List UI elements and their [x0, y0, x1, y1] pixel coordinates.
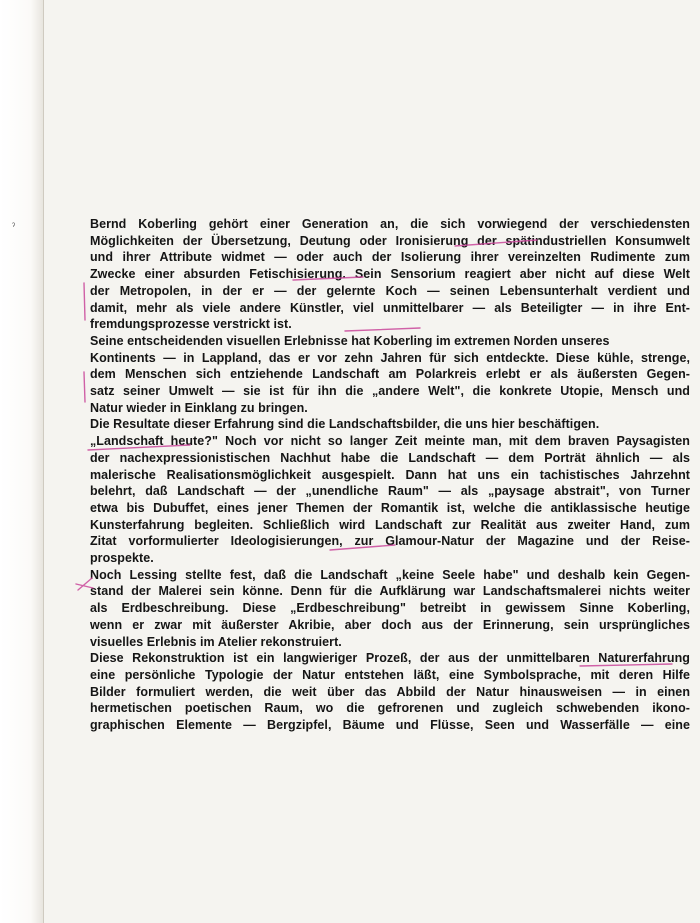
text-line: der Metropolen, in der er — der gelernte Koch — seinen Lebensunterhalt verdient und	[90, 283, 690, 298]
text-line: eine persönliche Typologie der Natur entstehen läßt, eine Symbolsprache, mit deren Hilfe	[90, 667, 690, 682]
text-line: graphischen Elemente — Bergzipfel, Bäume und Flüsse, Seen und Wasserfälle — eine	[90, 718, 690, 733]
text-line: wenn er zwar mit äußerster Akribie, aber doch aus der Erinnerung, sein ursprüngliches	[90, 617, 690, 632]
edge-mark: ˀ	[12, 221, 16, 231]
left-page-edge	[0, 0, 44, 923]
text-line: Seine entscheidenden visuellen Erlebnisse hat Koberling im extremen Norden unseres	[90, 333, 610, 348]
text-line: der nachexpressionistischen Nachhut habe die Landschaft — dem Porträt ähnlich — als	[90, 450, 690, 465]
text-line: Bernd Koberling gehört einer Generation an, die sich vorwiegend der verschiedensten	[90, 217, 690, 231]
text-line: visuelles Erlebnis im Atelier rekonstruiert.	[90, 634, 342, 649]
text-line: Noch Lessing stellte fest, daß die Landschaft „keine Seele habe" und deshalb kein Gegen-	[90, 567, 690, 582]
text-line: Natur wieder in Einklang zu bringen.	[90, 400, 308, 415]
text-line: Kontinents — in Lappland, das er vor zehn Jahren für sich entdeckte. Diese kühle, strenge,	[90, 350, 690, 365]
text-line: Die Resultate dieser Erfahrung sind die Landschaftsbilder, die uns hier beschäftigen.	[90, 417, 600, 432]
text-line: prospekte.	[90, 551, 154, 566]
text-line: Kunsterfahrung begleiten. Schließlich wird Landschaft zur Realität aus zweiter Hand, zum	[90, 517, 690, 532]
text-line: dem Menschen sich entziehende Landschaft am Polarkreis erlebt er als äußersten Gegen-	[90, 367, 690, 382]
text-line: damit, mehr als viele andere Künstler, viel unmittelbarer — als Beteiligter — in ihre Ent-	[90, 300, 690, 315]
text-line: „Landschaft heute?" Noch vor nicht so langer Zeit meinte man, mit dem braven Paysagisten	[90, 434, 690, 449]
text-line: fremdungsprozesse verstrickt ist.	[90, 317, 292, 332]
text-line: Diese Rekonstruktion ist ein langwieriger Prozeß, der aus der unmittelbaren Naturerfahrung	[90, 651, 690, 666]
text-line: und ihrer Attribute widmet — oder auch der Isolierung ihrer vereinzelten Rudimente zum	[90, 250, 690, 265]
text-line: belehrt, daß Landschaft — der „unendliche Raum" — als „paysage abstrait", von Turner	[90, 484, 690, 499]
body-text	[90, 216, 690, 734]
text-line: als Erdbeschreibung. Diese „Erdbeschreibung" betreibt in gewissem Sinne Koberling,	[90, 601, 690, 616]
text-line: stand der Malerei sein könne. Denn für die Aufklärung war Landschaftsmalerei nichts weiter	[90, 584, 690, 599]
text-line: hermetischen poetischen Raum, wo die gefrorenen und zugleich schwebenden ikono-	[90, 701, 690, 716]
text-line: malerische Realisationsmöglichkeit ausgespielt. Dann hat uns ein tachistisches Jahrzehnt	[90, 467, 690, 482]
text-line: satz seiner Umwelt — sie ist für ihn die „andere Welt", die konkrete Utopie, Mensch und	[90, 384, 690, 399]
text-line: Zitat vorformulierter Ideologisierungen, zur Glamour-Natur der Magazine und der Reise-	[90, 534, 690, 549]
text-line: etwa bis Dubuffet, eines jener Themen der Romantik ist, welche die antiklassische heutige	[90, 500, 690, 515]
text-line: Möglichkeiten der Übersetzung, Deutung oder Ironisierung der spätindustriellen Konsumwelt	[90, 233, 690, 248]
text-line: Zwecke einer absurden Fetischisierung. Sein Sensorium reagiert aber nicht auf diese Welt	[90, 267, 690, 282]
text-line: Bilder formuliert werden, die weit über das Abbild der Natur hinausweisen — in einen	[90, 684, 690, 699]
